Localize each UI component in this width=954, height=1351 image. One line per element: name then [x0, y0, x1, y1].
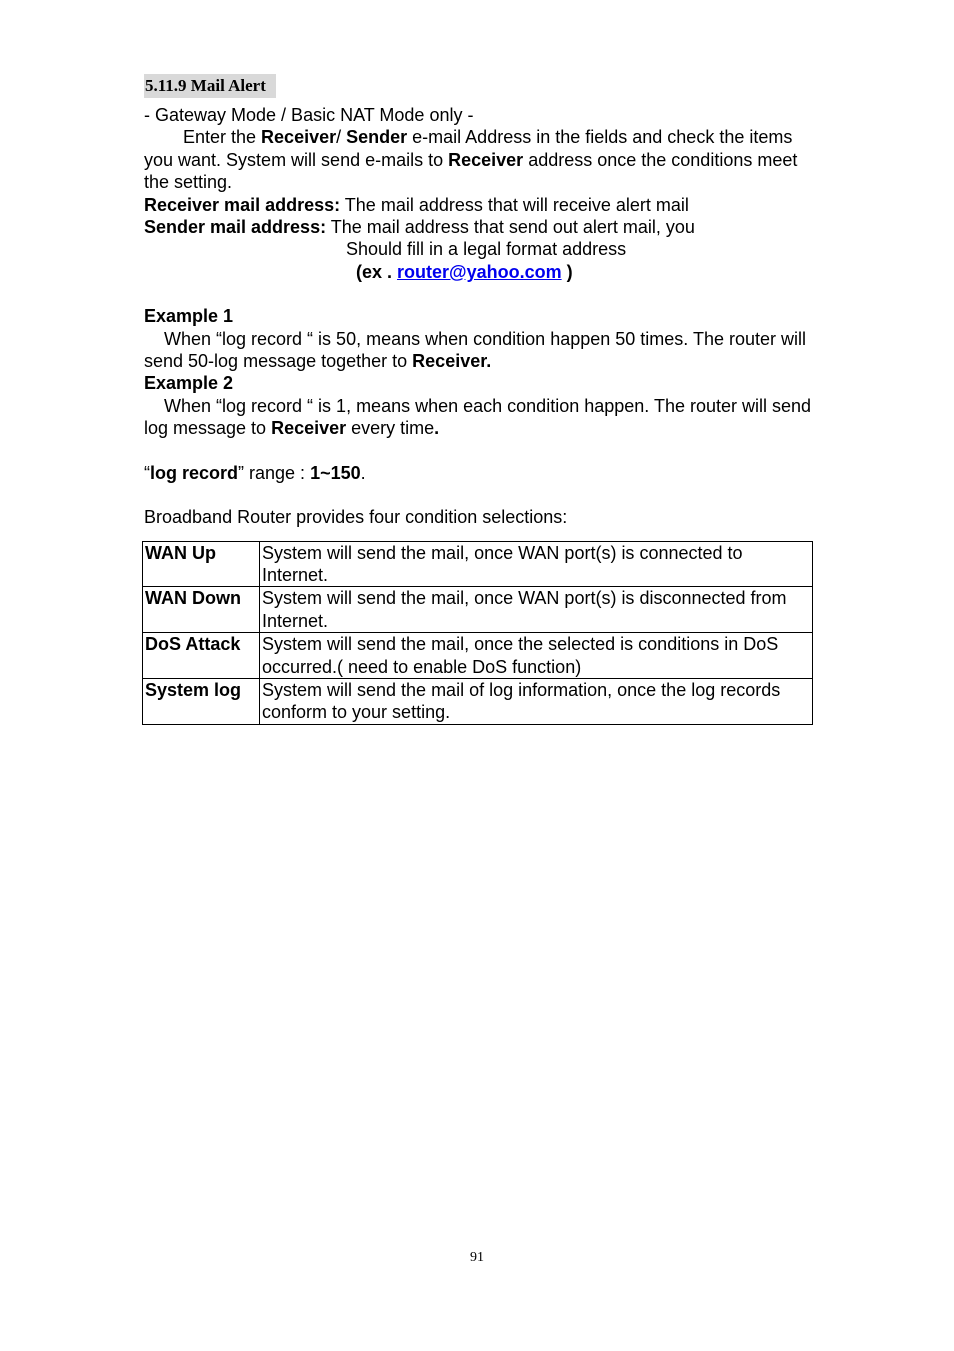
sender-field-description: Sender mail address: The mail address that send out alert mail, you [144, 217, 695, 238]
example-email-link[interactable]: router@yahoo.com [397, 261, 562, 282]
example-2-title: Example 2 [144, 373, 234, 394]
document-page [144, 74, 814, 725]
table-row [143, 678, 813, 724]
sender-field-description-continued: Should fill in a legal format address [346, 239, 627, 260]
log-record-range: “log record” range : 1~150. [144, 462, 366, 483]
address-example: (ex . router@yahoo.com ) [356, 261, 573, 282]
table-row [143, 633, 813, 679]
intro-paragraph: Enter the Receiver/ Sender e-mail Address in the fields and check the items you want. System will send e-mails to Receiver address once the conditions meet the setting. [144, 127, 798, 193]
table-row [143, 541, 813, 587]
condition-description: System will send the mail, once WAN port(s) is disconnected from Internet. [260, 587, 813, 633]
example-2-text: When “log record “ is 1, means when each condition happen. The router will send log message to Receiver every time. [144, 395, 812, 439]
sender-label: Sender mail address: [144, 217, 327, 238]
conditions-table [142, 541, 813, 725]
page-number: 91 [470, 1250, 484, 1265]
table-row [143, 587, 813, 633]
receiver-label: Receiver mail address: [144, 194, 341, 215]
condition-description: System will send the mail, once WAN port(s) is connected to Internet. [260, 541, 813, 587]
mode-note: - Gateway Mode / Basic NAT Mode only - [144, 105, 474, 125]
condition-description: System will send the mail, once the selected is conditions in DoS occurred.( need to enable DoS function) [260, 633, 813, 679]
condition-term: DoS Attack [143, 633, 260, 679]
receiver-field-description: Receiver mail address: The mail address that will receive alert mail [144, 194, 689, 215]
section-heading: 5.11.9 Mail Alert [144, 74, 276, 98]
condition-term: WAN Up [143, 541, 260, 587]
example-1-text: When “log record “ is 50, means when condition happen 50 times. The router will send 50-log message together to Receiver. [144, 328, 806, 372]
condition-term: WAN Down [143, 587, 260, 633]
condition-description: System will send the mail of log information, once the log records conform to your setting. [260, 678, 813, 724]
example-1-title: Example 1 [144, 306, 234, 327]
condition-term: System log [143, 678, 260, 724]
conditions-intro: Broadband Router provides four condition selections: [144, 507, 568, 528]
